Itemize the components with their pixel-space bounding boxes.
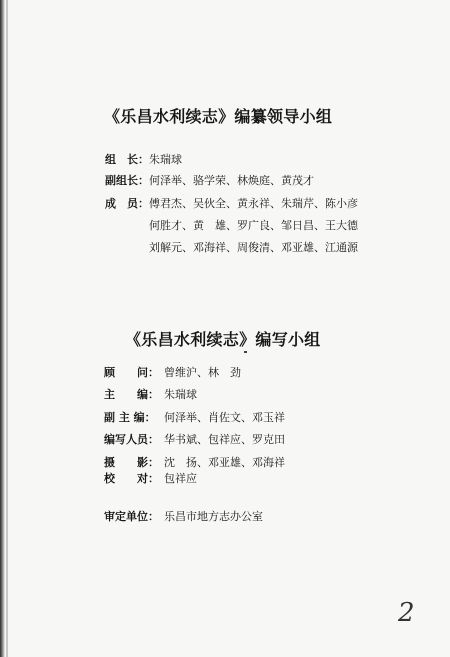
leader-value: 朱瑞球 [149, 153, 182, 166]
review-unit-value: 乐昌市地方志办公室 [164, 510, 263, 523]
review-unit-row [104, 510, 263, 524]
members-label: 成 员： [105, 197, 149, 210]
advisor-row [104, 366, 241, 380]
chief-editor-row [104, 388, 197, 402]
chief-editor-label: 主 编： [104, 388, 159, 401]
members-row [105, 197, 358, 211]
photography-label: 摄 影： [104, 456, 159, 469]
review-unit-label: 审定单位： [104, 510, 159, 523]
deputy-row [105, 174, 314, 188]
scan-speck [244, 351, 247, 353]
chief-editor-value: 朱瑞球 [164, 388, 197, 401]
members-line-3: 刘解元、邓海祥、周俊清、邓亚雄、江通源 [149, 241, 358, 254]
leader-row [105, 153, 182, 167]
vice-editor-row [104, 411, 285, 425]
writers-row [104, 433, 285, 447]
scan-edge-shadow [0, 0, 5, 657]
members-line-1: 傅君杰、吴伙全、黄永祥、朱瑞芹、陈小彦 [149, 197, 358, 210]
proofreading-row [104, 472, 197, 486]
vice-editor-value: 何泽举、肖佐文、邓玉祥 [164, 411, 285, 424]
advisor-label: 顾 问： [104, 366, 159, 379]
deputy-value: 何泽举、骆学荣、林焕庭、黄茂才 [149, 174, 314, 187]
writing-group-title: 《乐昌水利续志》编写小组 [125, 330, 321, 349]
writers-value: 华书斌、包祥应、罗克田 [164, 433, 285, 446]
photography-value: 沈 扬、邓亚雄、邓海祥 [164, 456, 285, 469]
scan-edge-line [6, 0, 8, 657]
advisor-value: 曾维沪、林 劲 [164, 366, 241, 379]
proofreading-value: 包祥应 [164, 472, 197, 485]
handwritten-page-number: 2 [398, 598, 415, 628]
writers-label: 编写人员： [104, 433, 159, 446]
photography-row [104, 456, 285, 470]
leader-label: 组 长： [105, 153, 149, 166]
leadership-group-title: 《乐昌水利续志》编纂领导小组 [104, 107, 333, 126]
deputy-label: 副组长： [105, 174, 149, 187]
members-line-2: 何胜才、黄 雄、罗广良、邹日昌、王大德 [149, 219, 358, 232]
vice-editor-label: 副 主 编： [104, 411, 156, 424]
proofreading-label: 校 对： [104, 472, 159, 485]
